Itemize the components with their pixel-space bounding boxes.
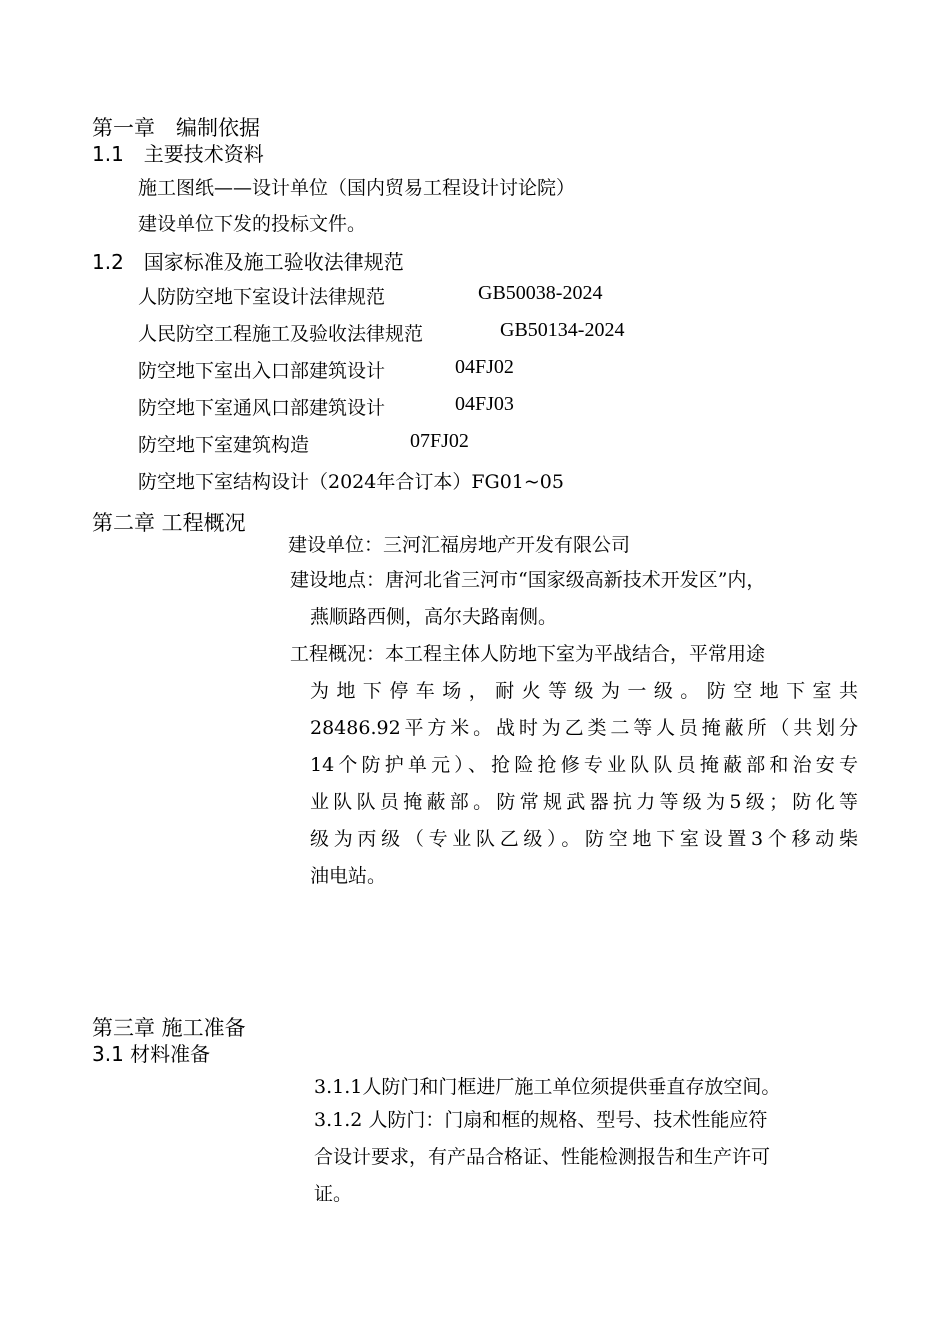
- section-3-1-heading: 3.1 材料准备: [92, 1042, 211, 1066]
- standard-name: 防空地下室结构设计（2024年合订本）FG01~05: [138, 471, 564, 493]
- standard-name: 防空地下室出入口部建筑设计: [138, 360, 386, 382]
- standard-code: GB50134-2024: [500, 319, 625, 341]
- standard-name: 人防防空地下室设计法律规范: [138, 286, 386, 308]
- overview-line: 业队队员掩蔽部。防常规武器抗力等级为5级；防化等: [310, 791, 858, 813]
- location-line: 燕顺路西侧，高尔夫路南侧。: [310, 606, 558, 628]
- standard-name: 人民防空工程施工及验收法律规范: [138, 323, 424, 345]
- standard-code: GB50038-2024: [478, 282, 603, 304]
- section-1-2-heading: 1.2 国家标准及施工验收法律规范: [92, 250, 404, 274]
- section-1-1-heading: 1.1 主要技术资料: [92, 142, 264, 166]
- door-line: 合设计要求，有产品合格证、性能检测报告和生产许可: [314, 1146, 771, 1168]
- construction-location: [290, 562, 870, 636]
- tech-doc-item: 施工图纸——设计单位（国内贸易工程设计讨论院）: [138, 177, 576, 199]
- door-line: 3.1.2 人防门：门扇和框的规格、型号、技术性能应符: [314, 1109, 768, 1131]
- overview-line: 工程概况：本工程主体人防地下室为平战结合，平常用途: [290, 643, 766, 665]
- overview-line: 14个防护单元）、抢险抢修专业队队员掩蔽部和治安专: [310, 754, 858, 776]
- standard-name: 防空地下室建筑构造: [138, 434, 310, 456]
- standard-name: 防空地下室通风口部建筑设计: [138, 397, 386, 419]
- chapter3-title: 第三章 施工准备: [92, 1016, 246, 1040]
- tech-doc-item: 建设单位下发的投标文件。: [138, 213, 367, 235]
- location-line: 建设地点：唐河北省三河市“国家级高新技术开发区”内，: [290, 569, 766, 591]
- overview-line: 级为丙级（专业队乙级）。防空地下室设置3个移动柴: [310, 828, 858, 850]
- standard-code: 07FJ02: [410, 430, 469, 452]
- material-prep-paragraph: 3.1.1人防门和门框进厂施工单位须提供垂直存放空间。: [314, 1076, 781, 1098]
- chapter1-title: 第一章 编制依据: [92, 116, 260, 140]
- overview-line: 为地下停车场，耐火等级为一级。防空地下室共: [310, 680, 858, 702]
- door-line: 证。: [314, 1183, 353, 1205]
- overview-line: 油电站。: [310, 865, 387, 887]
- project-overview: [290, 636, 858, 895]
- construction-unit: 建设单位：三河汇福房地产开发有限公司: [288, 534, 631, 556]
- standard-code: 04FJ02: [455, 356, 514, 378]
- overview-line: 28486.92平方米。战时为乙类二等人员掩蔽所（共划分: [310, 717, 858, 739]
- chapter2-title: 第二章 工程概况: [92, 511, 246, 535]
- civil-defense-door-paragraph: [314, 1102, 858, 1213]
- standard-code: 04FJ03: [455, 393, 514, 415]
